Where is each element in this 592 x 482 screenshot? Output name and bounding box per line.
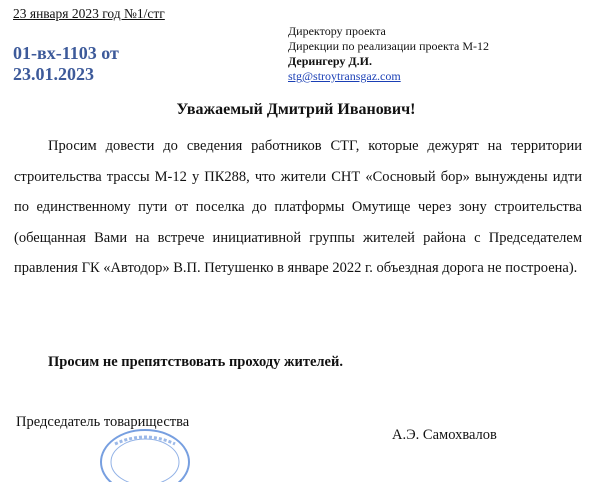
date-number-line: 23 января 2023 год №1/стг bbox=[13, 6, 165, 21]
request-line: Просим не препятствовать проходу жителей. bbox=[48, 354, 343, 370]
addressee-block bbox=[288, 24, 489, 84]
letter-date-number bbox=[13, 6, 165, 22]
addressee-title: Директору проекта bbox=[288, 24, 386, 38]
registration-line-1: 01-вх-1103 от bbox=[13, 43, 119, 63]
letter-body bbox=[14, 131, 582, 284]
salutation: Уважаемый Дмитрий Иванович! bbox=[176, 101, 416, 118]
registration-line-2: 23.01.2023 bbox=[13, 64, 94, 84]
addressee-name: Дерингеру Д.И. bbox=[288, 54, 372, 68]
body-paragraph: Просим довести до сведения работников СТГ, которые дежурят на территории строительства трассы М-12 у ПК288, что жители СНТ «Сосновый бор» вынуждены идти по единственному пути от поселка до платформы Омутище через зону строительства (обещанная Вами на встрече инициативной группы жителей района с Председателем правления ГК «Автодор» В.П. Петушенко в январе 2022 г. объездная дорога не построена). bbox=[14, 138, 582, 276]
addressee-organization: Дирекции по реализации проекта М-12 bbox=[288, 39, 490, 53]
registration-stamp bbox=[13, 43, 119, 85]
addressee-email-link[interactable]: stg@stroytransgaz.com bbox=[288, 69, 401, 83]
signatory-name: А.Э. Самохвалов bbox=[392, 427, 497, 443]
seal-stamp-icon bbox=[95, 422, 195, 482]
signatory-position: Председатель товарищества bbox=[16, 414, 190, 430]
